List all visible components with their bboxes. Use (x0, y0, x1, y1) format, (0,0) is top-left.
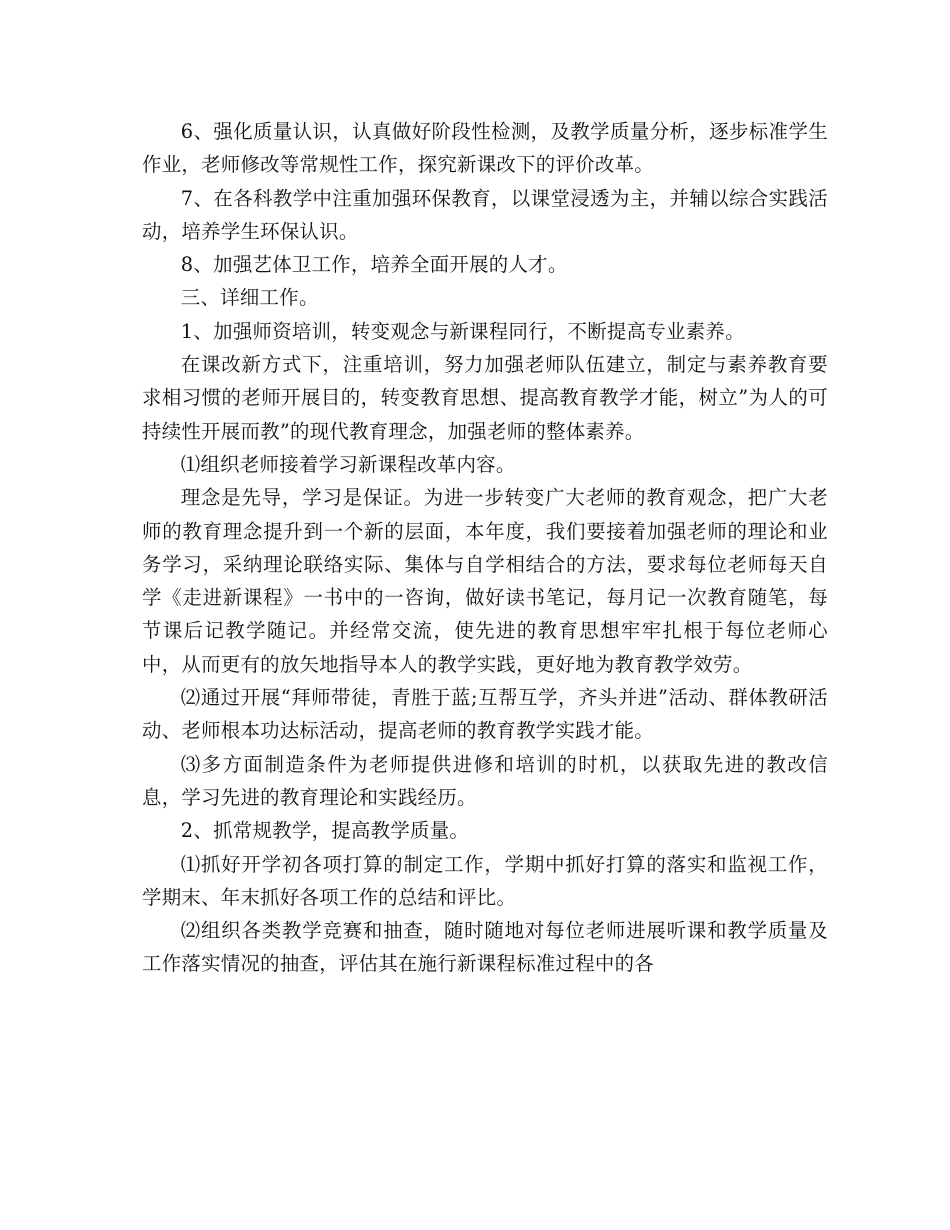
section-heading-detailed-work: 三、详细工作。 (180, 286, 319, 310)
document-body (142, 115, 828, 981)
item-plan-formulation: ⑴抓好开学初各项打算的制定工作，学期中抓好打算的落实和监视工作，学期末、年末抓好各项工作的总结和评比。 (142, 852, 828, 909)
item-further-training: ⑶多方面制造条件为老师提供进修和培训的时机，以获取先进的教改信息，学习先进的教育理论和实践经历。 (142, 752, 828, 809)
paragraph-training-overview: 在课改新方式下，注重培训，努力加强老师队伍建立，制定与素养教育要求相习惯的老师开展目的，转变教育思想、提高教育教学才能，树立”为人的可持续性开展而教”的现代教育理念，加强老师的整体素养。 (142, 353, 828, 443)
subheading-routine-teaching: 2、抓常规教学，提高教学质量。 (180, 819, 470, 843)
subheading-teacher-training: 1、加强师资培训，转变观念与新课程同行，不断提高专业素养。 (180, 319, 745, 343)
item-organize-learning: ⑴组织老师接着学习新课程改革内容。 (180, 452, 516, 476)
paragraph-theory-learning: 理念是先导，学习是保证。为进一步转变广大老师的教育观念，把广大老师的教育理念提升到一个新的层面，本年度，我们要接着加强老师的理论和业务学习，采纳理论联络实际、集体与自学相结合的方法，要求每位老师每天自学《走进新课程》一书中的一咨询，做好读书笔记，每月记一次教育随笔，每节课后记教学随记。并经常交流，使先进的教育思想牢牢扎根于每位老师心中，从而更有的放矢地指导本人的教学实践，更好地为教育教学效劳。 (142, 486, 828, 676)
item-competitions-inspections: ⑵组织各类教学竞赛和抽查，随时随地对每位老师进展听课和教学质量及工作落实情况的抽查，评估其在施行新课程标准过程中的各 (142, 919, 828, 976)
paragraph-environmental-education: 7、在各科教学中注重加强环保教育，以课堂浸透为主，并辅以综合实践活动，培养学生环保认识。 (142, 186, 828, 243)
item-mentoring-activities: ⑵通过开展“拜师带徒，青胜于蓝;互帮互学，齐头并进”活动、群体教研活动、老师根本功达标活动，提高老师的教育教学实践才能。 (142, 686, 828, 743)
paragraph-quality-awareness: 6、强化质量认识，认真做好阶段性检测，及教学质量分析，逐步标准学生作业，老师修改等常规性工作，探究新课改下的评价改革。 (142, 120, 828, 177)
paragraph-arts-sports-health: 8、加强艺体卫工作，培养全面开展的人才。 (180, 253, 568, 277)
